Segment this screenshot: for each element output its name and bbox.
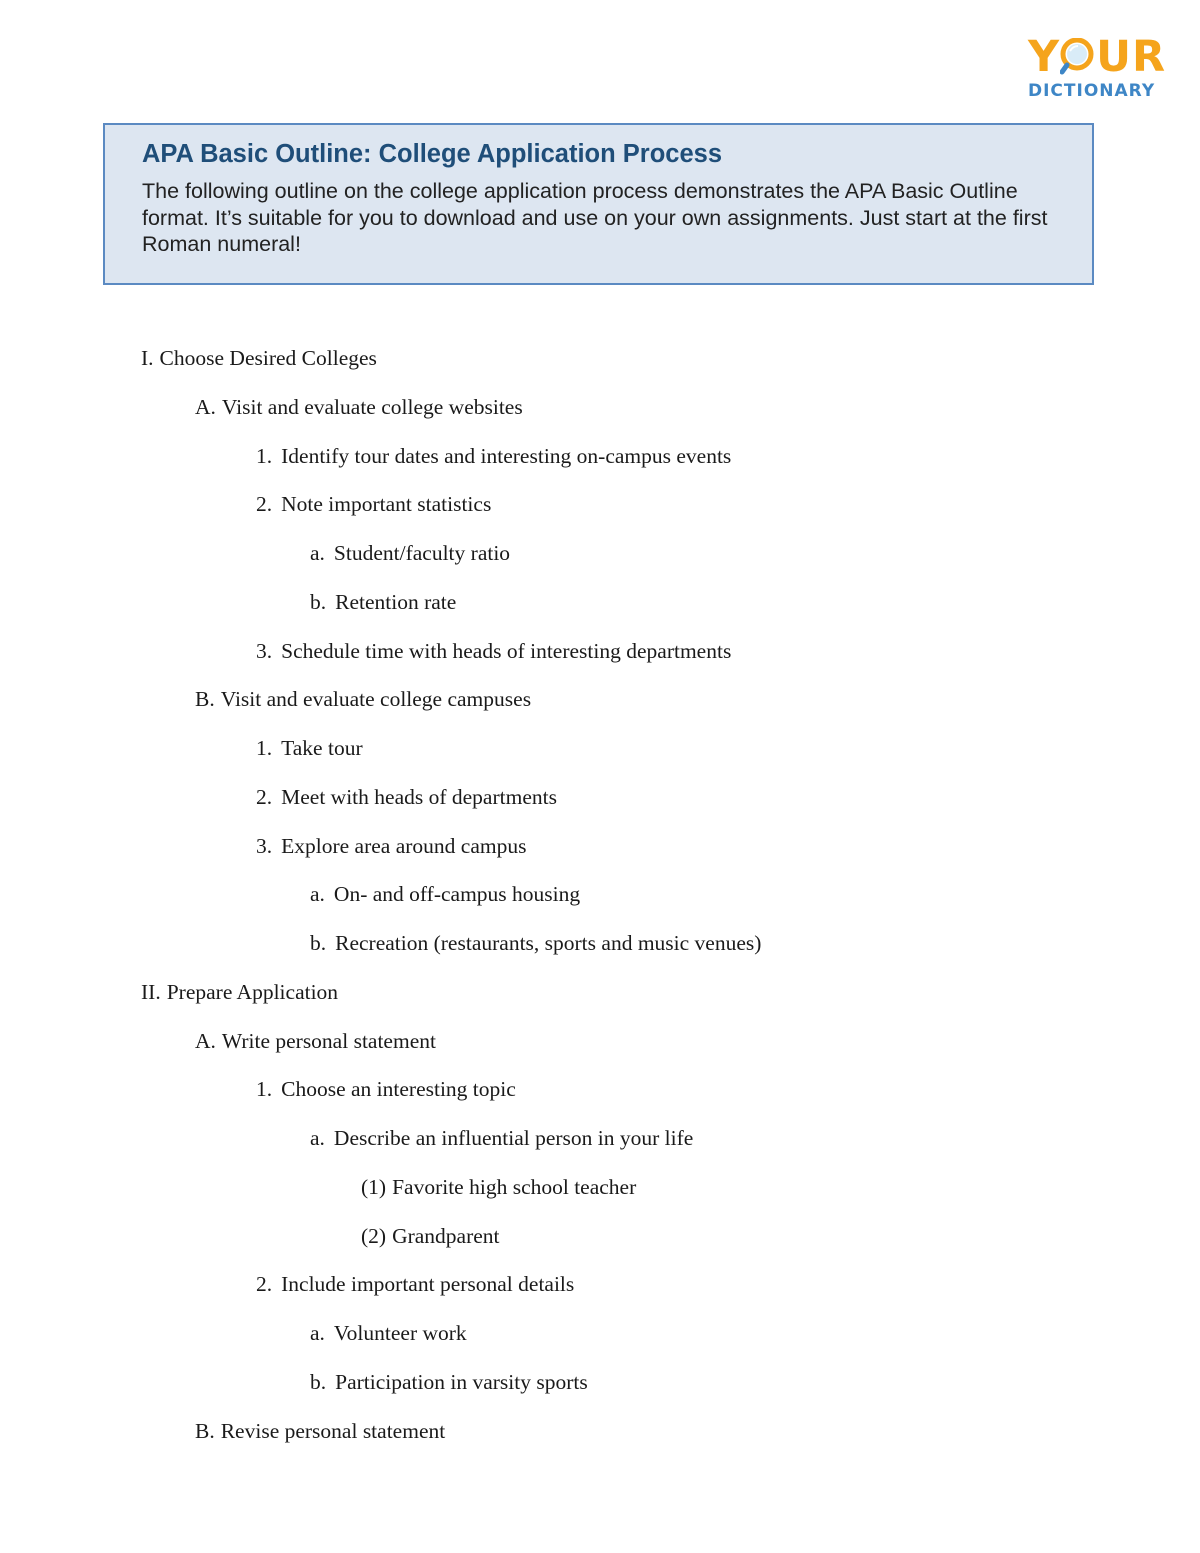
outline-marker: I. (141, 346, 154, 370)
outline-marker: b. (310, 931, 327, 955)
outline-item-level-2 (0, 633, 1200, 682)
outline-marker: B. (195, 1418, 215, 1443)
outline-item-level-2 (0, 438, 1200, 487)
logo-wordmark-dictionary: DICTIONARY (1028, 81, 1156, 101)
outline-item-level-2 (0, 486, 1200, 535)
outline-list (0, 340, 1200, 1461)
outline-item-level-3 (0, 1315, 1200, 1364)
outline-marker: a. (310, 541, 325, 565)
outline-text: On- and off-campus housing (333, 882, 581, 907)
outline-text: Choose Desired Colleges (159, 346, 377, 370)
outline-marker: 2. (256, 1272, 273, 1297)
outline-text: Include important personal details (281, 1272, 575, 1297)
outline-marker: 2. (256, 784, 273, 809)
outline-text: Meet with heads of departments (281, 784, 557, 809)
outline-marker: 3. (256, 833, 273, 858)
outline-item-level-3 (0, 1120, 1200, 1169)
outline-text: Take tour (281, 736, 363, 760)
outline-item-level-2 (0, 779, 1200, 828)
outline-marker: 1. (256, 1077, 273, 1102)
outline-marker: 3. (256, 638, 273, 663)
outline-marker: b. (310, 1369, 327, 1394)
logo-wordmark-your: Y UR (1028, 32, 1167, 82)
yourdictionary-logo[interactable] (1026, 34, 1172, 104)
outline-text: Volunteer work (333, 1321, 467, 1345)
outline-marker: 1. (256, 736, 273, 760)
outline-item-level-4 (0, 1169, 1200, 1218)
outline-text: Schedule time with heads of interesting departments (281, 638, 732, 663)
outline-text: Student/faculty ratio (333, 541, 511, 565)
outline-marker: A. (195, 1028, 216, 1053)
outline-item-level-3 (0, 584, 1200, 633)
outline-marker: 1. (256, 443, 273, 468)
outline-text: Revise personal statement (220, 1418, 446, 1443)
magnifier-icon (1060, 34, 1096, 74)
outline-item-level-3 (0, 925, 1200, 974)
intro-description: The following outline on the college application process demonstrates the APA Basic Outline format. It’s suitable for you to download and use on your own assignments. Just start at the first Roman numeral! (142, 179, 1048, 256)
outline-text: Note important statistics (281, 492, 492, 517)
outline-text: Recreation (restaurants, sports and music venues) (335, 931, 762, 955)
outline-text: Describe an influential person in your life (333, 1126, 694, 1150)
outline-text: Explore area around campus (281, 833, 527, 858)
outline-marker: b. (310, 589, 327, 614)
intro-box (103, 123, 1094, 285)
outline-item-level-4 (0, 1218, 1200, 1267)
outline-marker: II. (141, 979, 161, 1004)
outline-text: Favorite high school teacher (392, 1174, 637, 1199)
outline-text: Retention rate (335, 589, 457, 614)
outline-marker: a. (310, 882, 325, 907)
outline-text: Identify tour dates and interesting on-campus events (281, 443, 732, 468)
outline-item-level-2 (0, 1071, 1200, 1120)
outline-marker: a. (310, 1126, 325, 1150)
outline-item-level-3 (0, 876, 1200, 925)
outline-text: Visit and evaluate college campuses (220, 687, 532, 712)
outline-text: Participation in varsity sports (335, 1369, 588, 1394)
outline-text: Choose an interesting topic (281, 1077, 516, 1102)
outline-text: Prepare Application (166, 979, 339, 1004)
outline-item-level-1 (0, 1413, 1200, 1462)
outline-item-level-0 (0, 974, 1200, 1023)
outline-text: Visit and evaluate college websites (221, 394, 523, 419)
outline-item-level-3 (0, 535, 1200, 584)
document-title: APA Basic Outline: College Application Process (142, 140, 723, 168)
outline-text: Grandparent (392, 1223, 500, 1248)
outline-marker: a. (310, 1321, 325, 1345)
outline-item-level-0 (0, 340, 1200, 389)
outline-marker: A. (195, 394, 216, 419)
outline-item-level-2 (0, 1266, 1200, 1315)
outline-marker: (1) (361, 1174, 387, 1199)
outline-item-level-3 (0, 1364, 1200, 1413)
outline-item-level-1 (0, 389, 1200, 438)
outline-marker: (2) (361, 1223, 387, 1248)
outline-item-level-2 (0, 828, 1200, 877)
outline-item-level-1 (0, 681, 1200, 730)
outline-item-level-2 (0, 730, 1200, 779)
outline-marker: 2. (256, 492, 273, 517)
outline-item-level-1 (0, 1023, 1200, 1072)
outline-marker: B. (195, 687, 215, 712)
outline-text: Write personal statement (221, 1028, 436, 1053)
